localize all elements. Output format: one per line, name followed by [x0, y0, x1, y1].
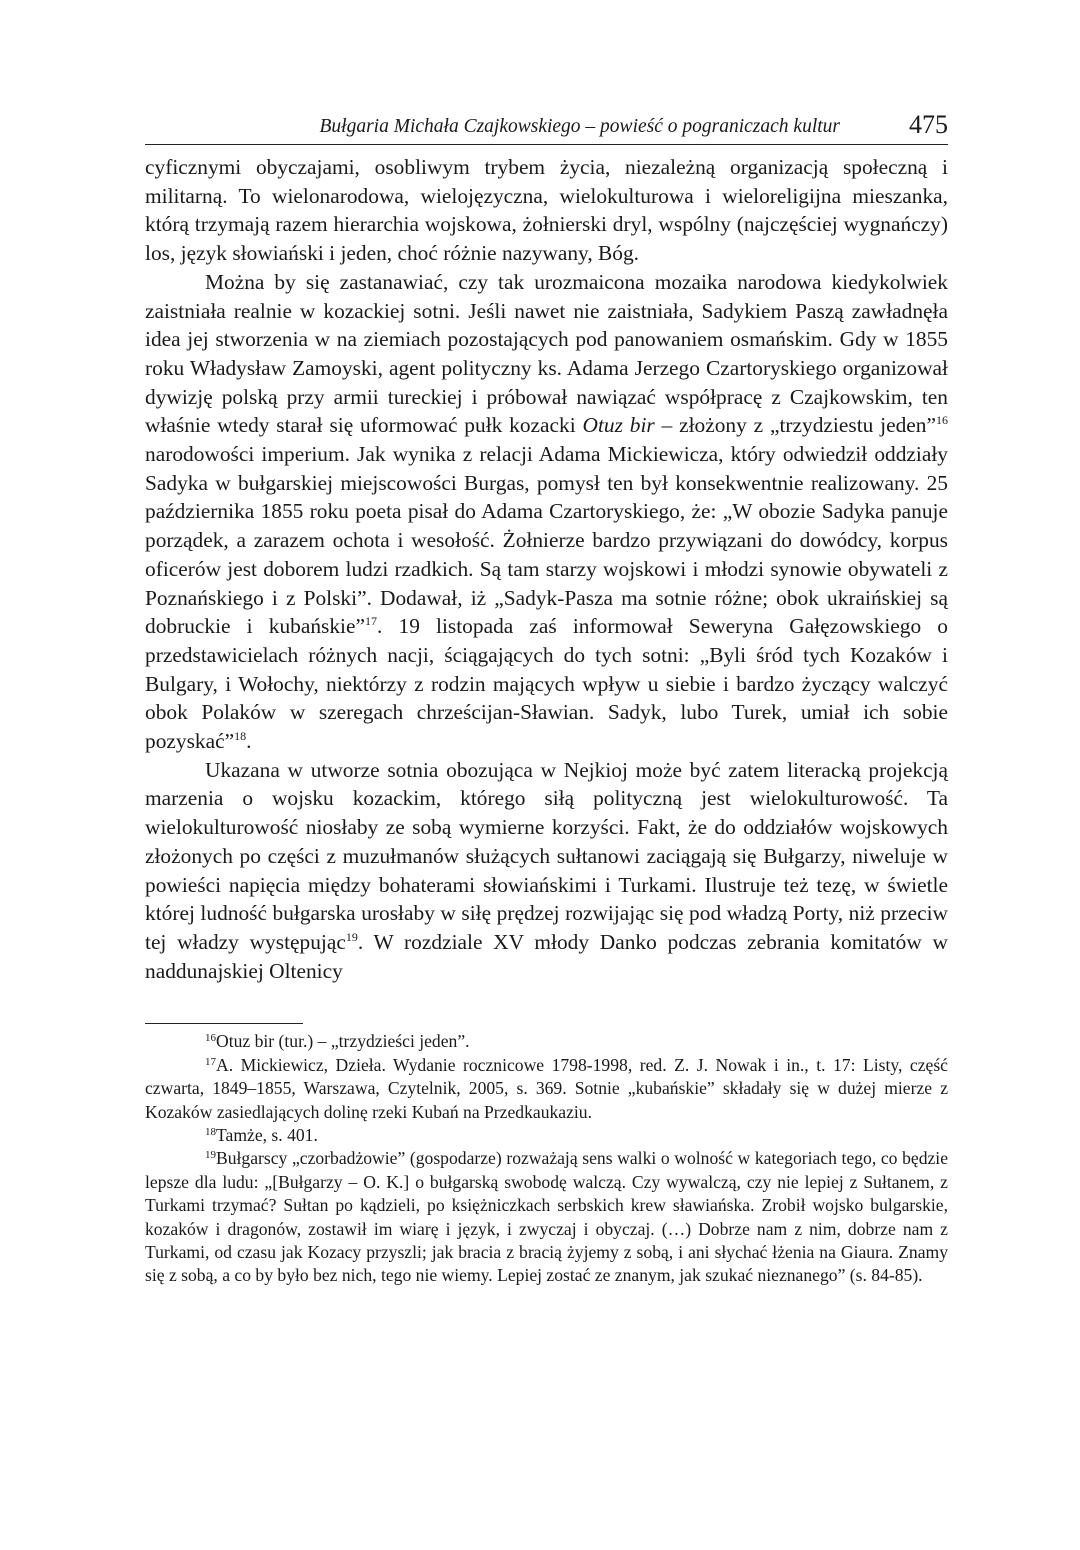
- footnote-number: 17: [205, 1055, 216, 1068]
- paragraph: [145, 268, 948, 756]
- paragraph-text: – złożony z „trzydziestu jeden”: [654, 413, 936, 438]
- main-text: [145, 153, 948, 985]
- footnote-text: Otuz bir (tur.) – „trzydzieści jeden”.: [216, 1031, 470, 1052]
- paragraph-text: . W rozdziale XV młody Danko podczas zebrania komitatów w naddunajskiej Oltenicy: [145, 929, 948, 983]
- footnote-18: [145, 1124, 948, 1147]
- paragraph-text: . 19 listopada zaś informował Seweryna Gałęzowskiego o przedstawicielach różnych nacji, ściągających do tych sotni: „Byli śród tych Kozaków i Bulgary, i Wołochy, niektórzy z rodzin mających wpływ u siebie i bardzo życzący walczyć obok Polaków w szeregach chrześcijan-Sławian. Sadyk, lubo Turek, umiał ich sobie pozyskać”: [145, 614, 948, 754]
- footnote-19: [145, 1147, 948, 1287]
- footnotes: [145, 1030, 948, 1287]
- footnote-16: [145, 1030, 948, 1053]
- footnote-text: Bułgarscy „czorbadżowie” (gospodarze) rozważają sens walki o wolność w kategoriach tego, co będzie lepsze dla ludu: „[Bułgarzy – O. K.] o bułgarską swobodę walczą. Czy wywalczą, czy nie lepiej z Sułtanem, z Turkami trzymać? Sułtan po kądzieli, po księżniczkach serbskich krew sławiańska. Zrobił wojsko bulgarskie, kozaków i dragonów, zostawił im wiarę i język, i zwyczaj i obyczaj. (…) Dobrze nam z nim, dobrze nam z Turkami, od czasu jak Kozacy przyszli; jak bracia z bracią żyjemy z sobą, i ani słychać łżenia na Giaura. Znamy się z sobą, a co by było bez nich, tego nie wiemy. Lepiej zostać ze znanym, jak szukać nieznanego” (s. 84-85).: [145, 1148, 948, 1286]
- italic-term: Otuz bir: [582, 413, 655, 438]
- paragraph-text: Można by się zastanawiać, czy tak urozmaicona mozaika narodowa kiedykolwiek zaistniała realnie w kozackiej sotni. Jeśli nawet nie zaistniała, Sadykiem Paszą zawładnęła idea jej stworzenia w na ziemiach pozostających pod panowaniem osmańskim. Gdy w 1855 roku Władysław Zamoyski, agent polityczny ks. Adama Jerzego Czartoryskiego organizował dywizję polską przy armii tureckiej i próbował nawiązać współpracę z Czajkowskim, ten właśnie wtedy starał się uformować pułk kozacki: [145, 269, 948, 438]
- running-title: Bułgaria Michała Czajkowskiego – powieść o pograniczach kultur: [319, 116, 840, 137]
- footnote-text: A. Mickiewicz, Dzieła. Wydanie rocznicowe 1798-1998, red. Z. J. Nowak i in., t. 17: Listy, część czwarta, 1849–1855, Warszawa, Czytelnik, 2005, s. 369. Sotnie „kubańskie” składały się w dużej mierze z Kozaków zasiedlających dolinę rzeki Kubań na Przedkaukaziu.: [145, 1054, 948, 1122]
- paragraph-text: Ukazana w utworze sotnia obozująca w Nejkioj może być zatem literacką projekcją marzenia o wojsku kozackim, którego siłą polityczną jest wielokulturowość. Ta wielokulturowość niosłaby ze sobą wymierne korzyści. Fakt, że do oddziałów wojskowych złożonych po części z muzułmanów służących sułtanowi zaciągają się Bułgarzy, niweluje w powieści napięcia między bohaterami słowiańskimi i Turkami. Ilustruje też tezę, w świetle której ludność bułgarska urosłaby w siłę prędzej rozwijając się pod władzą Porty, niż przeciw tej władzy występując: [145, 757, 948, 954]
- paragraph-text: .: [246, 729, 252, 754]
- footnote-ref-17[interactable]: 17: [365, 614, 377, 629]
- footnote-ref-19[interactable]: 19: [345, 929, 358, 944]
- footnote-number: 16: [205, 1032, 216, 1045]
- footnote-17: [145, 1054, 948, 1124]
- paragraph: [145, 756, 948, 986]
- running-header: [145, 110, 948, 145]
- footnote-number: 18: [205, 1126, 216, 1139]
- document-page: [145, 110, 948, 1288]
- footnote-divider: [145, 1023, 303, 1024]
- paragraph-text: narodowości imperium. Jak wynika z relacji Adama Mickiewicza, który odwiedził oddziały Sadyka w bułgarskiej miejscowości Burgas, pomysł ten był konsekwentnie realizowany. 25 października 1855 roku poeta pisał do Adama Czartoryskiego, że: „W obozie Sadyka panuje porządek, a zarazem ochota i wesołość. Żołnierze bardzo przywiązani do dowódcy, korpus oficerów jest doborem ludzi rzadkich. Są tam starzy wojskowi i młodzi synowie obywateli z Poznańskiego i z Polski”. Dodawał, iż „Sadyk-Pasza ma sotnie różne; obok ukraińskiej są dobruckie i kubańskie”: [145, 442, 948, 639]
- footnote-ref-16[interactable]: 16: [935, 413, 948, 428]
- paragraph-text: cyficznymi obyczajami, osobliwym trybem życia, niezależną organizacją społeczną i militarną. To wielonarodowa, wielojęzyczna, wielokulturowa i wieloreligijna mieszanka, którą trzymają razem hierarchia wojskowa, żołnierski dryl, wspólny (najczęściej wygnańczy) los, język słowiański i jeden, choć różnie nazywany, Bóg.: [145, 155, 948, 266]
- footnote-number: 19: [205, 1149, 216, 1162]
- page-number: 475: [909, 110, 948, 139]
- paragraph: [145, 153, 948, 268]
- footnote-text: Tamże, s. 401.: [216, 1125, 318, 1146]
- footnote-ref-18[interactable]: 18: [234, 729, 247, 744]
